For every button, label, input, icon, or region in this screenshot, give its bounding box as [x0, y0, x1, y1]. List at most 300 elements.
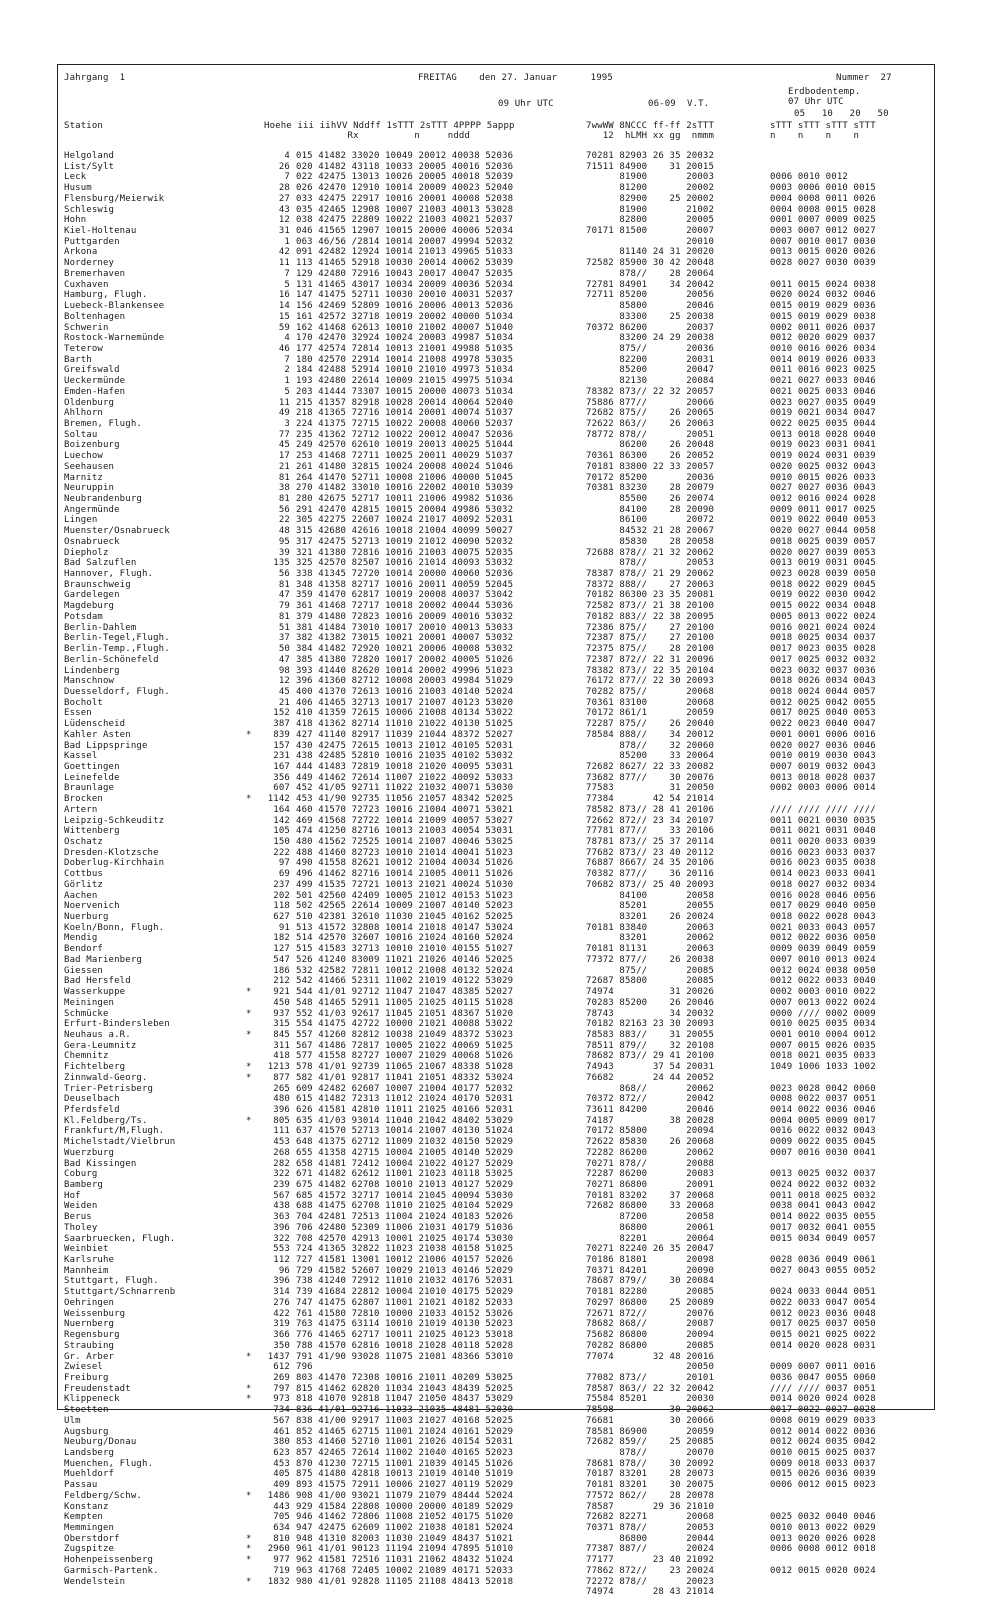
- mountain-marker: *: [246, 1533, 252, 1544]
- obs-group-main: 449 41462 72614 11007 21022 40092 53033: [296, 772, 514, 783]
- vt-label: 06-09 V.T.: [648, 99, 710, 109]
- soil-temps: 0009 0007 0011 0016: [770, 1362, 876, 1373]
- obs-group-vt: 81140 24 31 20020: [586, 247, 715, 258]
- soil-temps: 0014 0020 0024 0028: [770, 1394, 876, 1405]
- obs-group-vt: 72682 86800 33 20068: [586, 1201, 715, 1212]
- station-height: 5: [284, 386, 290, 397]
- table-row: [64, 1362, 930, 1373]
- table-row: [64, 1566, 930, 1577]
- obs-group-vt: 74974 31 20026: [586, 987, 715, 998]
- station-height: 182: [273, 933, 290, 944]
- obs-group-vt: 82900 25 20002: [586, 193, 715, 204]
- station-name: Diepholz: [64, 547, 109, 558]
- table-row: [64, 1298, 930, 1309]
- obs-group-vt: 85800 20046: [586, 301, 715, 312]
- station-name: Marnitz: [64, 472, 103, 483]
- soil-temps: 0003 0006 0010 0015: [770, 183, 876, 194]
- station-name: Osnabrueck: [64, 536, 120, 547]
- obs-group-vt: 85830 28 20058: [586, 536, 715, 547]
- obs-group-main: 496 41462 82716 10014 21005 40011 51026: [296, 869, 514, 880]
- obs-group-main: 490 41558 82621 10012 21004 40034 51026: [296, 858, 514, 869]
- soil-temps: 0019 0024 0031 0039: [770, 451, 876, 462]
- obs-group-vt: 78583 883// 31 20055: [586, 1029, 715, 1040]
- obs-group-vt: 78743 34 20032: [586, 1008, 715, 1019]
- table-row: [64, 1073, 930, 1084]
- station-height: 26: [278, 161, 290, 172]
- obs-group-main: 161 42572 32718 10019 20002 40000 51034: [296, 311, 514, 322]
- table-row: [64, 1534, 930, 1545]
- soil-temps: 0018 0027 0032 0034: [770, 879, 876, 890]
- station-name: Zugspitze: [64, 1544, 115, 1555]
- soil-temps: 0015 0019 0029 0038: [770, 311, 876, 322]
- table-row: [64, 1416, 930, 1427]
- obs-group-main: 738 41240 72912 11010 21032 40176 52031: [296, 1276, 514, 1287]
- station-name: Bocholt: [64, 697, 103, 708]
- station-name: Braunlage: [64, 783, 115, 794]
- station-height: 11: [278, 397, 290, 408]
- station-name: Berlin-Dahlem: [64, 622, 137, 633]
- obs-group-main: 929 41584 22808 10000 20000 40189 52029: [296, 1501, 514, 1512]
- table-row: [64, 1448, 930, 1459]
- table-row: [64, 1148, 930, 1159]
- soil-temps: 0012 0014 0022 0036: [770, 1426, 876, 1437]
- obs-group-vt: 70172 861/1 20059: [586, 708, 715, 719]
- station-name: Mannheim: [64, 1265, 109, 1276]
- obs-group-vt: 70182 82163 23 30 20093: [586, 1019, 715, 1030]
- obs-group-vt: 77372 877// 26 20038: [586, 954, 715, 965]
- obs-group-vt: 76887 8667/ 24 35 20106: [586, 858, 715, 869]
- table-row: [64, 408, 930, 419]
- station-name: Hof: [64, 1190, 81, 1201]
- obs-group-vt: 70281 82903 26 35 20032: [586, 151, 715, 161]
- soil-temps: 0014 0020 0028 0031: [770, 1340, 876, 1351]
- soil-temps: 0021 0025 0033 0046: [770, 386, 876, 397]
- station-name: Muehldorf: [64, 1469, 115, 1480]
- station-height: 135: [273, 558, 290, 569]
- obs-group-main: 261 41480 32815 10024 20008 40024 51046: [296, 461, 514, 472]
- soil-temps: 0004 0008 0015 0028: [770, 204, 876, 215]
- obs-group-main: 384 41482 72920 10021 20006 40008 53032: [296, 644, 514, 655]
- table-row: [64, 515, 930, 526]
- station-name: Michelstadt/Vielbrun: [64, 1137, 176, 1148]
- obs-group-main: 609 42482 62607 10007 21004 40177 52032: [296, 1083, 514, 1094]
- table-row: [64, 1373, 930, 1384]
- soil-temps: 0015 0022 0034 0048: [770, 601, 876, 612]
- table-row: [64, 1437, 930, 1448]
- obs-group-main: 338 41345 72720 10014 20000 40060 52036: [296, 569, 514, 580]
- obs-group-main: 264 41470 52711 10008 21006 40000 51045: [296, 472, 514, 483]
- obs-group-main: 788 41570 62816 10018 21028 40118 52028: [296, 1340, 514, 1351]
- table-row: [64, 1309, 930, 1320]
- obs-group-vt: 77682 873// 23 40 20112: [586, 847, 715, 858]
- soil-temps: 0013 0015 0020 0026: [770, 247, 876, 258]
- station-name: Coburg: [64, 1169, 98, 1180]
- station-name: Chemnitz: [64, 1051, 109, 1062]
- table-row: [64, 1105, 930, 1116]
- station-height: 322: [273, 1233, 290, 1244]
- obs-group-vt: 70181 82280 20085: [586, 1287, 715, 1298]
- table-row: [64, 269, 930, 280]
- station-name: Goettingen: [64, 761, 120, 772]
- obs-group-main: 033 42475 22917 10016 20001 40008 52038: [296, 193, 514, 204]
- obs-group-main: 438 42485 52810 10016 21035 40102 53032: [296, 751, 514, 762]
- station-height: 1: [284, 236, 290, 247]
- obs-group-vt: 75682 86800 20094: [586, 1330, 715, 1341]
- station-name: Passau: [64, 1480, 98, 1491]
- station-name: Neuruppin: [64, 483, 115, 494]
- obs-group-main: 385 41380 72820 10017 20002 40005 51026: [296, 654, 514, 665]
- obs-group-main: 305 42275 22607 10024 21017 40092 52031: [296, 515, 514, 526]
- station-name: Oschatz: [64, 837, 103, 847]
- station-name: Magdeburg: [64, 601, 115, 612]
- soil-temps: 0012 0024 0038 0050: [770, 965, 876, 976]
- obs-group-vt: 75584 85201 20030: [586, 1394, 715, 1405]
- station-height: 150: [273, 837, 290, 847]
- obs-group-vt: 86800 20061: [586, 1222, 715, 1233]
- soil-temps: 0002 0011 0026 0037: [770, 322, 876, 333]
- soil-temps: 0017 0032 0041 0055: [770, 1222, 876, 1233]
- obs-group-main: 253 41468 72711 10025 20011 40029 51037: [296, 451, 514, 462]
- table-row: [64, 280, 930, 291]
- station-name: Freudenstadt: [64, 1383, 131, 1394]
- table-row: [64, 483, 930, 494]
- soil-group-header: sTTT sTTT sTTT sTTT: [770, 121, 876, 131]
- table-row: [64, 805, 930, 816]
- soil-temps: 0013 0018 0028 0037: [770, 772, 876, 783]
- obs-group-main: 249 42570 62610 10019 20013 40025 51044: [296, 440, 514, 451]
- station-height: 12: [278, 215, 290, 226]
- obs-group-vt: 78687 879// 30 20084: [586, 1276, 715, 1287]
- soil-temps: 0010 0025 0035 0034: [770, 1019, 876, 1030]
- station-name: Boizenburg: [64, 440, 120, 451]
- station-name: Manschnow: [64, 676, 115, 687]
- soil-temps: 0015 0021 0025 0022: [770, 1330, 876, 1341]
- table-row: [64, 912, 930, 923]
- soil-temps: 0001 0010 0004 0012: [770, 1029, 876, 1040]
- obs-group-vt: 70283 85200 26 20046: [586, 997, 715, 1008]
- station-height: 350: [273, 1340, 290, 1351]
- obs-group-vt: 78772 878// 20051: [586, 429, 715, 440]
- station-name: Neuburg/Donau: [64, 1437, 137, 1448]
- table-row: [64, 601, 930, 612]
- obs-group-main: 317 42475 52713 10019 21012 40090 52032: [296, 536, 514, 547]
- table-row: [64, 966, 930, 977]
- obs-group-vt: 86200 26 20048: [586, 440, 715, 451]
- station-name: Hohenpeissenberg: [64, 1555, 154, 1566]
- obs-group-vt: 70371 84201 20090: [586, 1265, 715, 1276]
- table-row: [64, 258, 930, 269]
- obs-group-vt: 82201 20064: [586, 1233, 715, 1244]
- obs-group-vt: 77572 862// 28 20078: [586, 1490, 715, 1501]
- obs-group-main: 763 41475 63114 10010 21019 40130 52023: [296, 1319, 514, 1330]
- station-height: 69: [278, 869, 290, 880]
- obs-group-main: 577 41558 82727 10007 21029 40068 51026: [296, 1051, 514, 1062]
- table-row: [64, 1319, 930, 1330]
- obs-group-vt: 70181 83201 30 20075: [586, 1480, 715, 1491]
- soil-temps: 0004 0005 0009 0017: [770, 1115, 876, 1126]
- table-row: [64, 1116, 930, 1127]
- table-row: [64, 848, 930, 859]
- obs-group-vt: 83200 24 29 20038: [586, 333, 715, 344]
- station-height: 39: [278, 547, 290, 558]
- station-name: Nuerburg: [64, 912, 109, 923]
- table-row: [64, 376, 930, 387]
- obs-group-vt: 72287 86200 20083: [586, 1169, 715, 1180]
- station-name: Muenster/Osnabrueck: [64, 526, 170, 537]
- obs-group-vt: 85500 26 20074: [586, 494, 715, 504]
- station-height: 319: [273, 1319, 290, 1330]
- obs-group-vt: 78598 30 20062: [586, 1405, 715, 1416]
- station-name: Konstanz: [64, 1501, 109, 1512]
- soil-temps: 0011 0021 0031 0040: [770, 826, 876, 837]
- soil-temps: 0014 0022 0035 0055: [770, 1212, 876, 1223]
- soil-temps: 0012 0023 0036 0048: [770, 1308, 876, 1319]
- table-row: [64, 1544, 930, 1555]
- table-row: [64, 901, 930, 912]
- soil-temps: 0006 0012 0015 0023: [770, 1480, 876, 1491]
- station-height: 1437: [267, 1351, 290, 1362]
- soil-temps: 0010 0016 0026 0034: [770, 343, 876, 354]
- soil-temps: 0017 0023 0035 0028: [770, 644, 876, 655]
- soil-temps: 0023 0028 0039 0050: [770, 569, 876, 580]
- soil-temps: 0020 0027 0044 0058: [770, 526, 876, 537]
- soil-temps: 0012 0016 0024 0028: [770, 494, 876, 504]
- obs-group-vt: 70371 878// 20053: [586, 1523, 715, 1533]
- station-height: 28: [278, 183, 290, 194]
- bulletin-sheet: [57, 64, 935, 1598]
- station-height: 2: [284, 365, 290, 376]
- station-name: Tholey: [64, 1222, 98, 1233]
- station-name: Oehringen: [64, 1297, 115, 1308]
- station-height: 380: [273, 1437, 290, 1448]
- soil-temps: 0018 0026 0034 0043: [770, 676, 876, 687]
- station-name: Ueckermünde: [64, 376, 126, 387]
- station-height: 45: [278, 440, 290, 451]
- station-name: Koeln/Bonn, Flugh.: [64, 922, 165, 933]
- obs-group-main: 510 42381 32610 11030 21045 40162 52025: [296, 912, 514, 923]
- soil-temps: 0012 0015 0020 0024: [770, 1565, 876, 1576]
- station-name: Braunschweig: [64, 579, 131, 590]
- obs-group-main: 038 42475 22809 10022 21003 40021 52037: [296, 215, 514, 226]
- obs-group-main: 615 41482 72313 11012 21024 40170 52031: [296, 1094, 514, 1105]
- obs-group-vt: 878// 28 20064: [586, 268, 715, 279]
- obs-group-vt: 70172 85800 20094: [586, 1126, 715, 1137]
- obs-group-main: 235 41362 72712 10022 20012 40047 52036: [296, 429, 514, 440]
- station-height: 81: [278, 472, 290, 483]
- station-height: 15: [278, 311, 290, 322]
- table-row: [64, 1276, 930, 1287]
- station-height: 607: [273, 783, 290, 794]
- obs-group-vt: 70361 83100 20068: [586, 697, 715, 708]
- station-name: Stoetten: [64, 1405, 109, 1416]
- station-name: Ahlhorn: [64, 408, 103, 419]
- soil-temps: 0014 0023 0033 0041: [770, 869, 876, 880]
- table-row: [64, 355, 930, 366]
- table-row: [64, 687, 930, 698]
- obs-group-main: 791 41/90 93028 11075 21081 48366 53010: [296, 1351, 514, 1362]
- station-name: Noervenich: [64, 901, 120, 912]
- station-height: 322: [273, 1169, 290, 1180]
- table-row: [64, 558, 930, 569]
- mountain-marker: *: [246, 1072, 252, 1083]
- station-height: 443: [273, 1501, 290, 1512]
- station-name: Stuttgart, Flugh.: [64, 1276, 159, 1287]
- table-row: [64, 1523, 930, 1534]
- station-name: Deuselbach: [64, 1094, 120, 1105]
- obs-group-main: 022 42475 13013 10026 20005 40018 52039: [296, 172, 514, 183]
- station-height: 81: [278, 579, 290, 590]
- soil-temps: 0024 0022 0032 0032: [770, 1180, 876, 1190]
- soil-temps: 0016 0023 0035 0038: [770, 858, 876, 869]
- obs-group-vt: 82200 20031: [586, 354, 715, 365]
- table-row: [64, 1234, 930, 1245]
- station-name: Helgoland: [64, 151, 115, 161]
- obs-group-main: 554 41475 42722 10000 21021 40088 53022: [296, 1019, 514, 1030]
- soil-temps: 0005 0013 0022 0024: [770, 611, 876, 622]
- mid-group-subheader: 12 hLMH xx gg nmmm: [586, 131, 715, 141]
- station-name: Teterow: [64, 343, 103, 354]
- soil-temps: 0017 0025 0037 0050: [770, 1319, 876, 1330]
- obs-group-main: 796: [296, 1362, 313, 1373]
- obs-group-main: 488 41460 82723 10010 21014 40041 51023: [296, 847, 514, 858]
- soil-temps: 0016 0022 0032 0043: [770, 1126, 876, 1137]
- table-row: [64, 312, 930, 323]
- table-row: [64, 1041, 930, 1052]
- station-height: 480: [273, 1094, 290, 1105]
- station-name: Rostock-Warnemünde: [64, 333, 165, 344]
- obs-group-main: 708 42570 42913 10001 21025 40174 53030: [296, 1233, 514, 1244]
- station-name: Leinefelde: [64, 772, 120, 783]
- station-table: [64, 151, 930, 1598]
- table-row: [64, 162, 930, 173]
- obs-group-main: 406 41465 32713 10017 21007 40123 53020: [296, 697, 514, 708]
- obs-group-main: 453 41/90 92735 11056 21057 48342 52025: [296, 794, 514, 805]
- table-row: [64, 987, 930, 998]
- soil-temps: 0021 0027 0033 0046: [770, 376, 876, 387]
- obs-group-main: 857 42465 72614 11002 21040 40165 52023: [296, 1447, 514, 1458]
- obs-group-vt: 85200 33 20064: [586, 751, 715, 762]
- station-name: Bad Marienberg: [64, 954, 142, 965]
- soil-temps: 0022 0025 0035 0044: [770, 418, 876, 429]
- station-height: 105: [273, 826, 290, 837]
- obs-group-vt: 72386 875// 27 20100: [586, 622, 715, 633]
- station-name: Bad Lippspringe: [64, 740, 148, 751]
- table-row: [64, 666, 930, 677]
- obs-group-main: 963 41768 72405 10002 21089 40171 52033: [296, 1565, 514, 1576]
- obs-group-vt: 78387 878// 21 29 20062: [586, 569, 715, 580]
- obs-group-vt: 70282 86800 20085: [586, 1340, 715, 1351]
- obs-group-vt: 72682 8627/ 22 33 20082: [586, 761, 715, 772]
- obs-group-main: 947 42475 62609 11002 21038 40181 52024: [296, 1523, 514, 1533]
- obs-group-main: 671 41482 62612 11001 21023 40118 53025: [296, 1169, 514, 1180]
- station-height: 81: [278, 611, 290, 622]
- mountain-marker: *: [246, 729, 252, 740]
- soil-temps: 0016 0028 0046 0056: [770, 890, 876, 901]
- mid-group-header: 7wwWW 8NCCC ff-ff 2sTTT: [586, 121, 715, 131]
- table-row: [64, 1159, 930, 1170]
- mountain-marker: *: [246, 1351, 252, 1362]
- soil-temps: 0024 0033 0044 0051: [770, 1287, 876, 1298]
- table-row: [64, 1352, 930, 1363]
- obs-group-main: 430 42475 72615 10013 21012 40105 52031: [296, 740, 514, 751]
- station-name: Kempten: [64, 1512, 103, 1523]
- obs-group-vt: 78581 86900 20059: [586, 1426, 715, 1437]
- soil-temps: 0011 0016 0023 0025: [770, 365, 876, 376]
- obs-group-vt: 78582 873// 28 41 20106: [586, 804, 715, 815]
- obs-group-main: 113 41465 52918 10030 20014 40062 53039: [296, 258, 514, 269]
- obs-group-main: 501 42560 42409 10005 21012 40153 51023: [296, 890, 514, 901]
- obs-group-main: 131 41465 43017 10034 20009 40036 52034: [296, 279, 514, 290]
- obs-group-main: 427 41140 82917 11039 21044 48372 52027: [296, 729, 514, 740]
- station-name: Emden-Hafen: [64, 386, 126, 397]
- obs-group-vt: 70381 83230 28 20079: [586, 483, 715, 494]
- table-row: [64, 1480, 930, 1491]
- table-row: [64, 548, 930, 559]
- soil-temps: 0007 0010 0017 0030: [770, 236, 876, 247]
- station-height: 268: [273, 1147, 290, 1158]
- obs-group-vt: 72671 872// 20076: [586, 1308, 715, 1319]
- obs-group-main: 499 41535 72721 10013 21021 40024 51030: [296, 879, 514, 890]
- station-name: Wasserkuppe: [64, 987, 126, 998]
- table-row: [64, 1491, 930, 1502]
- station-name: Meiningen: [64, 997, 115, 1008]
- soil-temps: 0001 0001 0006 0016: [770, 729, 876, 740]
- station-name: Lingen: [64, 515, 98, 526]
- obs-group-main: 129 42480 72916 10043 20017 40047 52035: [296, 268, 514, 279]
- station-height: 239: [273, 1180, 290, 1190]
- station-height: 27: [278, 193, 290, 204]
- table-row: [64, 1330, 930, 1341]
- table-row: [64, 1137, 930, 1148]
- table-row: [64, 1191, 930, 1202]
- station-height: 21: [278, 461, 290, 472]
- table-row: [64, 1062, 930, 1073]
- obs-group-vt: 878// 32 20060: [586, 740, 715, 751]
- soil-temps: 0013 0019 0031 0045: [770, 558, 876, 569]
- obs-group-vt: 72582 873// 21 38 20100: [586, 601, 715, 612]
- station-height: 734: [273, 1405, 290, 1416]
- station-name: Artern: [64, 804, 98, 815]
- table-row: [64, 708, 930, 719]
- soil-temps: 0009 0022 0035 0045: [770, 1137, 876, 1148]
- station-height: 4: [284, 333, 290, 344]
- obs-group-vt: 70382 877// 36 20116: [586, 869, 715, 880]
- soil-temps: 0017 0029 0040 0050: [770, 901, 876, 912]
- station-height: 438: [273, 1201, 290, 1212]
- obs-group-vt: 878// 20070: [586, 1447, 715, 1458]
- mountain-marker: *: [246, 1115, 252, 1126]
- soil-temps: 0019 0022 0030 0042: [770, 590, 876, 601]
- obs-group-vt: 70297 86800 25 20089: [586, 1297, 715, 1308]
- obs-group-vt: 77862 872// 23 20024: [586, 1565, 715, 1576]
- soil-temps: 0019 0023 0031 0041: [770, 440, 876, 451]
- obs-group-vt: 75886 877// 20066: [586, 397, 715, 408]
- station-height: 31: [278, 226, 290, 237]
- table-row: [64, 612, 930, 623]
- obs-group-main: 582 41/01 92817 11041 21051 48332 53024: [296, 1072, 514, 1083]
- station-name: Berus: [64, 1212, 92, 1223]
- table-row: [64, 1587, 930, 1598]
- obs-group-vt: 70682 873// 25 40 20093: [586, 879, 715, 890]
- obs-group-main: 035 42465 12908 10007 21003 40013 53028: [296, 204, 514, 215]
- station-name: Wittenberg: [64, 826, 120, 837]
- obs-group-main: 658 41481 72412 10004 21022 40127 52029: [296, 1158, 514, 1169]
- soil-temps: 0018 0025 0039 0057: [770, 536, 876, 547]
- station-height: 553: [273, 1244, 290, 1255]
- table-row: [64, 226, 930, 237]
- station-height: 314: [273, 1287, 290, 1298]
- table-row: [64, 505, 930, 516]
